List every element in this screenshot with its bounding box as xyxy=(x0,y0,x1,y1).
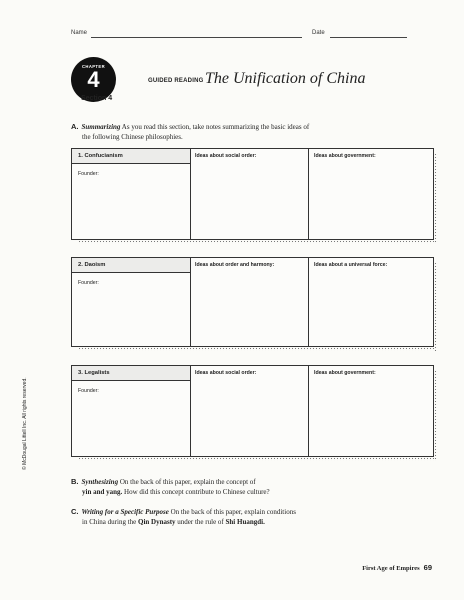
page-footer xyxy=(362,563,432,572)
section-c-letter: C. xyxy=(71,507,79,516)
section-a-label: Summarizing xyxy=(81,123,121,131)
order-harmony-field[interactable]: Ideas about order and harmony: xyxy=(195,262,275,268)
section-b-term: yin and yang. xyxy=(82,487,123,496)
name-label: Name xyxy=(71,30,88,36)
column-divider xyxy=(190,366,191,456)
section-c-text2: in China during the xyxy=(82,517,137,526)
section-b-letter: B. xyxy=(71,477,79,486)
table-daoism xyxy=(71,257,434,347)
founder-field[interactable]: Founder: xyxy=(78,388,99,394)
table-legalists xyxy=(71,365,434,457)
column-divider xyxy=(308,366,309,456)
section-b-label: Synthesizing xyxy=(81,478,119,486)
date-line[interactable] xyxy=(330,37,407,38)
section-a-letter: A. xyxy=(71,122,79,131)
page-number: 69 xyxy=(423,563,432,572)
section-b-text2: How did this concept contribute to Chinese culture? xyxy=(124,487,270,496)
philosophy-header xyxy=(72,258,190,273)
page-edge-texture xyxy=(78,457,434,461)
philosophy-name: 2. Daoism xyxy=(78,262,106,268)
date-label: Date xyxy=(312,30,325,36)
book-title: First Age of Empires xyxy=(362,565,420,572)
section-c-instructions xyxy=(71,507,421,527)
section-c-text1: On the back of this paper, explain conditions xyxy=(170,508,296,516)
section-label: Section 4 xyxy=(81,95,113,102)
table-confucianism xyxy=(71,148,434,240)
section-b-text1: On the back of this paper, explain the concept of xyxy=(119,478,256,486)
section-c-label: Writing for a Specific Purpose xyxy=(81,508,169,516)
founder-field[interactable]: Founder: xyxy=(78,280,99,286)
page-edge-texture xyxy=(434,153,438,244)
universal-force-field[interactable]: Ideas about a universal force: xyxy=(314,262,388,268)
copyright-notice: © McDougal Littell Inc. All rights reserved. xyxy=(22,377,28,470)
philosophy-name: 1. Confucianism xyxy=(78,153,123,159)
name-line[interactable] xyxy=(91,37,302,38)
column-divider xyxy=(308,149,309,239)
section-a-text-line2: the following Chinese philosophies. xyxy=(82,132,183,141)
philosophy-header xyxy=(72,366,190,381)
chapter-label: CHAPTER xyxy=(81,64,106,69)
page-edge-texture xyxy=(78,347,434,351)
column-divider xyxy=(190,258,191,346)
page-title: The Unification of China xyxy=(205,70,366,87)
social-order-field[interactable]: Ideas about social order: xyxy=(195,370,257,376)
section-a-text-line1: As you read this section, take notes summarizing the basic ideas of xyxy=(121,123,310,131)
section-c-term2: Shi Huangdi. xyxy=(225,517,265,526)
philosophy-header xyxy=(72,149,190,164)
page-edge-texture xyxy=(434,262,438,351)
column-divider xyxy=(308,258,309,346)
guided-reading-label: GUIDED READING xyxy=(148,78,204,84)
section-c-text3: under the rule of xyxy=(177,517,224,526)
section-a-instructions xyxy=(71,122,411,142)
column-divider xyxy=(190,149,191,239)
section-c-term1: Qin Dynasty xyxy=(138,517,176,526)
section-b-instructions xyxy=(71,477,421,497)
page-edge-texture xyxy=(434,370,438,461)
page-edge-texture xyxy=(78,240,434,244)
chapter-number: 4 xyxy=(87,67,100,92)
government-field[interactable]: Ideas about government: xyxy=(314,153,376,159)
social-order-field[interactable]: Ideas about social order: xyxy=(195,153,257,159)
philosophy-name: 3. Legalists xyxy=(78,370,110,376)
founder-field[interactable]: Founder: xyxy=(78,171,99,177)
government-field[interactable]: Ideas about government: xyxy=(314,370,376,376)
